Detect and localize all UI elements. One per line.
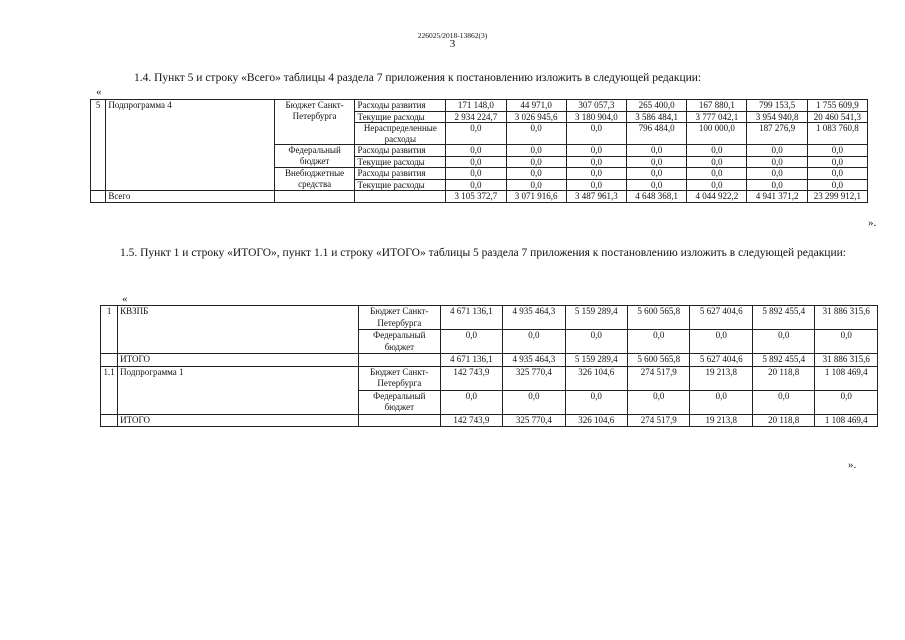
source-budget-spb: Бюджет Санкт-Петербурга bbox=[358, 366, 440, 390]
total-cell: 19 213,8 bbox=[690, 414, 752, 427]
paragraph-1-4: 1.4. Пункт 5 и строку «Всего» таблицы 4 раздела 7 приложения к постановлению изложить в следующей редакции: bbox=[134, 72, 702, 84]
source-federal: Федеральный бюджет bbox=[358, 330, 440, 354]
cell: 3 026 945,6 bbox=[506, 111, 566, 123]
type-dev: Расходы развития bbox=[355, 100, 446, 112]
close-quote-1: ». bbox=[868, 217, 877, 229]
cell: 0,0 bbox=[687, 168, 747, 180]
cell: 0,0 bbox=[807, 156, 867, 168]
cell: 5 600 565,8 bbox=[628, 306, 690, 330]
cell: 1 755 609,9 bbox=[807, 100, 867, 112]
cell: 0,0 bbox=[807, 145, 867, 157]
open-quote-1: « bbox=[96, 86, 102, 98]
cell: 325 770,4 bbox=[503, 366, 565, 390]
total-cell: 31 886 315,6 bbox=[815, 354, 878, 367]
cell: 5 159 289,4 bbox=[565, 306, 627, 330]
cell: 265 400,0 bbox=[627, 100, 687, 112]
page-number: 3 bbox=[449, 38, 456, 50]
cell: 187 276,9 bbox=[747, 123, 807, 145]
total-cell: 325 770,4 bbox=[503, 414, 565, 427]
source-federal: Федеральный бюджет bbox=[358, 390, 440, 414]
item-number: 1.1 bbox=[101, 366, 118, 414]
type-cur: Текущие расходы bbox=[355, 156, 446, 168]
cell: 0,0 bbox=[440, 330, 502, 354]
total-cell: 4 941 371,2 bbox=[747, 191, 807, 203]
cell: 0,0 bbox=[566, 123, 626, 145]
table-4-excerpt bbox=[90, 99, 868, 203]
cell: 0,0 bbox=[446, 179, 506, 191]
cell: 796 484,0 bbox=[627, 123, 687, 145]
cell: 0,0 bbox=[627, 145, 687, 157]
cell: 0,0 bbox=[506, 179, 566, 191]
cell: 0,0 bbox=[687, 179, 747, 191]
item-name: Подпрограмма 4 bbox=[106, 100, 274, 191]
cell: 100 000,0 bbox=[687, 123, 747, 145]
total-cell: 23 299 912,1 bbox=[807, 191, 867, 203]
cell: 0,0 bbox=[752, 330, 814, 354]
empty-cell bbox=[101, 414, 118, 427]
item-name: Подпрограмма 1 bbox=[118, 366, 359, 414]
cell: 0,0 bbox=[747, 145, 807, 157]
cell: 0,0 bbox=[747, 156, 807, 168]
item-number: 1 bbox=[101, 306, 118, 354]
total-cell: 3 071 916,6 bbox=[506, 191, 566, 203]
cell: 0,0 bbox=[446, 168, 506, 180]
cell: 0,0 bbox=[807, 179, 867, 191]
cell: 0,0 bbox=[747, 179, 807, 191]
total-cell: 274 517,9 bbox=[628, 414, 690, 427]
source-federal: Федеральный бюджет bbox=[274, 145, 355, 168]
source-budget-spb: Бюджет Санкт-Петербурга bbox=[274, 100, 355, 145]
cell: 0,0 bbox=[815, 390, 878, 414]
cell: 0,0 bbox=[628, 330, 690, 354]
type-dev: Расходы развития bbox=[355, 168, 446, 180]
total-cell: 142 743,9 bbox=[440, 414, 502, 427]
cell: 0,0 bbox=[815, 330, 878, 354]
empty-cell bbox=[91, 191, 106, 203]
cell: 274 517,9 bbox=[628, 366, 690, 390]
total-cell: 5 600 565,8 bbox=[628, 354, 690, 367]
cell: 0,0 bbox=[752, 390, 814, 414]
cell: 1 083 760,8 bbox=[807, 123, 867, 145]
cell: 0,0 bbox=[506, 156, 566, 168]
type-cur: Текущие расходы bbox=[355, 179, 446, 191]
total-cell: 4 044 922,2 bbox=[687, 191, 747, 203]
cell: 0,0 bbox=[565, 390, 627, 414]
cell: 0,0 bbox=[807, 168, 867, 180]
cell: 19 213,8 bbox=[690, 366, 752, 390]
cell: 1 108 469,4 bbox=[815, 366, 878, 390]
item-name: КВЗПБ bbox=[118, 306, 359, 354]
type-undistributed: Нераспределенные расходы bbox=[355, 123, 446, 145]
cell: 0,0 bbox=[506, 145, 566, 157]
total-cell: 1 108 469,4 bbox=[815, 414, 878, 427]
cell: 0,0 bbox=[503, 330, 565, 354]
total-label: Всего bbox=[106, 191, 274, 203]
cell: 0,0 bbox=[628, 390, 690, 414]
total-cell: 5 627 404,6 bbox=[690, 354, 752, 367]
source-extrabudgetary: Внебюджетные средства bbox=[274, 168, 355, 191]
cell: 0,0 bbox=[687, 156, 747, 168]
type-cur: Текущие расходы bbox=[355, 111, 446, 123]
cell: 3 586 484,1 bbox=[627, 111, 687, 123]
cell: 0,0 bbox=[690, 390, 752, 414]
empty-cell bbox=[101, 354, 118, 367]
cell: 20 118,8 bbox=[752, 366, 814, 390]
cell: 20 460 541,3 bbox=[807, 111, 867, 123]
cell: 0,0 bbox=[565, 330, 627, 354]
cell: 0,0 bbox=[627, 156, 687, 168]
total-cell: 4 935 464,3 bbox=[503, 354, 565, 367]
total-cell: 326 104,6 bbox=[565, 414, 627, 427]
open-quote-2: « bbox=[122, 293, 128, 305]
cell: 0,0 bbox=[446, 156, 506, 168]
cell: 171 148,0 bbox=[446, 100, 506, 112]
type-dev: Расходы развития bbox=[355, 145, 446, 157]
empty-cell bbox=[358, 414, 440, 427]
item-number: 5 bbox=[91, 100, 106, 191]
total-cell: 3 487 961,3 bbox=[566, 191, 626, 203]
cell: 0,0 bbox=[506, 123, 566, 145]
total-cell: 5 159 289,4 bbox=[565, 354, 627, 367]
total-cell: 4 648 368,1 bbox=[627, 191, 687, 203]
cell: 0,0 bbox=[503, 390, 565, 414]
cell: 5 627 404,6 bbox=[690, 306, 752, 330]
cell: 0,0 bbox=[446, 123, 506, 145]
cell: 0,0 bbox=[506, 168, 566, 180]
cell: 142 743,9 bbox=[440, 366, 502, 390]
cell: 307 057,3 bbox=[566, 100, 626, 112]
total-cell: 5 892 455,4 bbox=[752, 354, 814, 367]
close-quote-2: ». bbox=[848, 459, 857, 471]
cell: 2 934 224,7 bbox=[446, 111, 506, 123]
total-cell: 4 671 136,1 bbox=[440, 354, 502, 367]
cell: 0,0 bbox=[566, 156, 626, 168]
cell: 0,0 bbox=[690, 330, 752, 354]
cell: 0,0 bbox=[627, 179, 687, 191]
cell: 3 777 042,1 bbox=[687, 111, 747, 123]
cell: 0,0 bbox=[627, 168, 687, 180]
cell: 5 892 455,4 bbox=[752, 306, 814, 330]
cell: 799 153,5 bbox=[747, 100, 807, 112]
total-cell: 3 105 372,7 bbox=[446, 191, 506, 203]
cell: 4 935 464,3 bbox=[503, 306, 565, 330]
paragraph-1-5: 1.5. Пункт 1 и строку «ИТОГО», пункт 1.1 и строку «ИТОГО» таблицы 5 раздела 7 приложения к постановлению изложить в следующей редакции: bbox=[120, 247, 846, 259]
cell: 3 180 904,0 bbox=[566, 111, 626, 123]
cell: 326 104,6 bbox=[565, 366, 627, 390]
cell: 3 954 940,8 bbox=[747, 111, 807, 123]
cell: 0,0 bbox=[566, 168, 626, 180]
cell: 0,0 bbox=[747, 168, 807, 180]
cell: 0,0 bbox=[446, 145, 506, 157]
cell: 0,0 bbox=[566, 179, 626, 191]
cell: 4 671 136,1 bbox=[440, 306, 502, 330]
total-cell: 20 118,8 bbox=[752, 414, 814, 427]
document-number: 226025/2018-13862(3) bbox=[417, 31, 488, 40]
empty-cell bbox=[274, 191, 355, 203]
cell: 31 886 315,6 bbox=[815, 306, 878, 330]
total-label: ИТОГО bbox=[118, 354, 359, 367]
cell: 0,0 bbox=[687, 145, 747, 157]
cell: 44 971,0 bbox=[506, 100, 566, 112]
cell: 167 880,1 bbox=[687, 100, 747, 112]
source-budget-spb: Бюджет Санкт-Петербурга bbox=[358, 306, 440, 330]
cell: 0,0 bbox=[566, 145, 626, 157]
empty-cell bbox=[358, 354, 440, 367]
cell: 0,0 bbox=[440, 390, 502, 414]
table-5-excerpt bbox=[100, 305, 878, 427]
total-label: ИТОГО bbox=[118, 414, 359, 427]
empty-cell bbox=[355, 191, 446, 203]
